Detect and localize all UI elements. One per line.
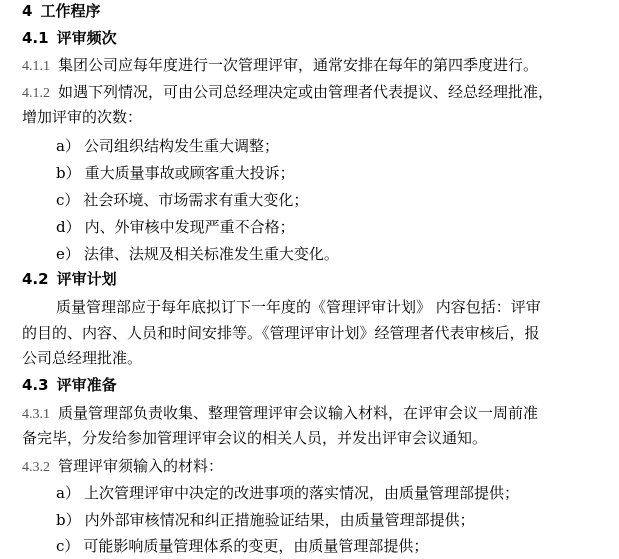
paragraph-text: 公司总经理批准。 (22, 349, 143, 367)
paragraph-line (56, 297, 541, 317)
clause-number: 4.3.2 (22, 460, 50, 475)
clause-text: 增加评审的次数： (22, 108, 143, 126)
clause-number: 4.1.2 (22, 86, 50, 101)
clause-text: 集团公司应每年度进行一次管理评审，通常安排在每年的第四季度进行。 (58, 56, 539, 74)
list-item-text: 重大质量事故或顾客重大投诉； (84, 164, 295, 182)
clause-text: 管理评审须输入的材料： (58, 457, 224, 475)
list-item-text: 公司组织结构发生重大调整； (83, 137, 279, 155)
list-marker: d） (56, 218, 81, 236)
list-item (56, 163, 295, 183)
section-title: 工作程序 (40, 2, 101, 20)
list-item (56, 510, 475, 530)
clause-4-3-1-continuation (22, 428, 487, 448)
paragraph-line (22, 348, 142, 368)
clause-text: 质量管理部负责收集、整理管理评审会议输入材料，在评审会议一周前准 (58, 404, 539, 422)
list-marker: a） (56, 484, 80, 502)
list-marker: c） (56, 191, 80, 209)
paragraph-text: 的目的、内容、人员和时间安排等。《管理评审计划》经管理者代表审核后，报 (22, 324, 540, 342)
paragraph-text: 质量管理部应于每年底拟订下一年度的《管理评审计划》 内容包括：评审 (56, 298, 541, 316)
clause-4-3-2 (22, 456, 223, 476)
clause-4-1-2 (22, 82, 553, 102)
list-item (56, 536, 428, 556)
list-item-text: 内外部审核情况和纠正措施验证结果，由质量管理部提供； (84, 511, 475, 529)
list-marker: c） (56, 537, 80, 555)
list-item-text: 内、外审核中发现严重不合格； (84, 218, 295, 236)
clause-number: 4.1.1 (22, 59, 50, 74)
subsection-number: 4.3 (22, 376, 49, 394)
clause-text: 如遇下列情况，可由公司总经理决定或由管理者代表提议、经总经理批准， (58, 83, 554, 101)
list-item (56, 483, 519, 503)
section-number: 4 (22, 2, 33, 20)
list-marker: b） (56, 164, 81, 182)
list-item-text: 上次管理评审中决定的改进事项的落实情况，由质量管理部提供； (83, 484, 519, 502)
subsection-number: 4.2 (22, 270, 49, 288)
clause-text: 备完毕，分发给参加管理评审会议的相关人员，并发出评审会议通知。 (22, 429, 488, 447)
list-item-text: 法律、法规及相关标准发生重大变化。 (83, 245, 339, 263)
subsection-title: 评审准备 (56, 376, 117, 394)
subsection-title: 评审计划 (56, 270, 117, 288)
subsection-heading-4-3 (22, 375, 117, 395)
list-item (56, 190, 308, 210)
list-item (56, 136, 279, 156)
clause-4-1-1 (22, 55, 538, 75)
list-item (56, 244, 339, 264)
subsection-heading-4-1 (22, 28, 117, 48)
subsection-title: 评审频次 (56, 29, 117, 47)
clause-4-1-2-continuation (22, 107, 142, 127)
list-item-text: 社会环境、市场需求有重大变化； (83, 191, 309, 209)
list-marker: a） (56, 137, 80, 155)
subsection-heading-4-2 (22, 269, 117, 289)
clause-number: 4.3.1 (22, 407, 50, 422)
subsection-number: 4.1 (22, 29, 49, 47)
list-marker: e） (56, 245, 80, 263)
clause-4-3-1 (22, 403, 538, 423)
section-heading (22, 1, 100, 21)
list-item (56, 217, 295, 237)
paragraph-line (22, 323, 540, 343)
list-item-text: 可能影响质量管理体系的变更，由质量管理部提供； (83, 537, 429, 555)
list-marker: b） (56, 511, 81, 529)
